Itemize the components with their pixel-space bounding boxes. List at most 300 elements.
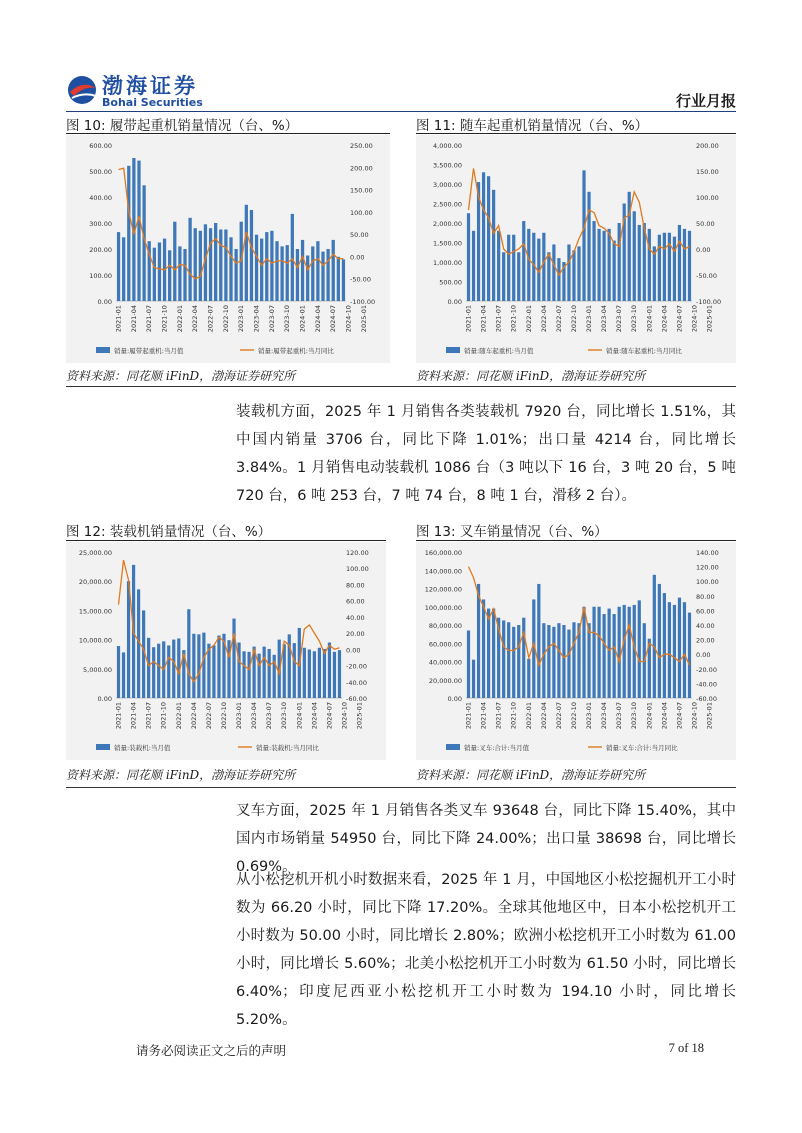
y-right-tick: 100.00	[696, 578, 719, 587]
figure-11-underline	[416, 133, 736, 134]
bar-mark	[618, 223, 621, 301]
y-right-tick: 0.00	[346, 646, 361, 655]
figure-12-chart	[66, 542, 386, 760]
figure-10-label: 图 10:	[66, 118, 106, 134]
bar-mark	[275, 241, 278, 301]
bar-mark	[492, 190, 495, 301]
bar-mark	[247, 652, 250, 698]
bar-mark	[328, 643, 331, 698]
bar-mark	[303, 648, 306, 698]
legend-bar-swatch	[446, 744, 460, 750]
x-tick-label: 2024-04	[660, 305, 669, 333]
logo-en-text: Bohai Securities	[102, 96, 203, 109]
bar-mark	[472, 231, 475, 301]
x-tick-label: 2024-10	[690, 304, 699, 333]
bar-mark	[577, 246, 580, 301]
y-left-tick: 200.00	[89, 246, 112, 254]
bar-mark	[117, 646, 120, 698]
y-right-tick: -50.00	[696, 272, 717, 280]
figure-10-title	[66, 114, 298, 134]
bar-mark	[487, 609, 490, 698]
figure-10-chart	[66, 135, 390, 363]
bar-mark	[658, 235, 661, 301]
y-left-tick: 300.00	[89, 220, 112, 228]
bar-mark	[209, 228, 212, 301]
x-tick-label: 2023-07	[615, 305, 624, 333]
bar-mark	[648, 229, 651, 301]
bar-mark	[608, 229, 611, 301]
y-right-tick: 50.00	[350, 231, 369, 240]
bar-mark	[512, 627, 515, 698]
y-right-tick: 140.00	[696, 549, 719, 557]
bar-mark	[263, 647, 266, 698]
figure-11-caption: 随车起重机销量情况（台、%）	[459, 118, 649, 134]
x-tick-label: 2022-04	[539, 304, 548, 333]
bar-mark	[663, 233, 666, 301]
bar-mark	[537, 584, 540, 698]
y-right-tick: 100.00	[346, 565, 369, 574]
x-tick-label: 2021-04	[129, 305, 138, 333]
x-tick-label: 2025-01	[355, 702, 364, 730]
bar-mark	[547, 252, 550, 301]
y-left-tick: 10,000.00	[78, 636, 112, 645]
x-tick-label: 2023-04	[600, 304, 609, 333]
crawler-crane-chart	[66, 135, 390, 363]
figure-13-label: 图 13:	[416, 524, 456, 540]
figure-10-caption: 履带起重机销量情况（台、%）	[109, 118, 299, 134]
bar-mark	[316, 241, 319, 301]
forklift-text: 叉车方面，2025 年 1 月销售各类叉车 93648 台，同比下降 15.40%，其中国内市场销量 54950 台，同比下降 24.00%；出口量 38698 台，同比增长 0.69%。	[236, 803, 736, 875]
loader-paragraph	[236, 398, 736, 510]
x-tick-label: 2024-01	[645, 701, 654, 730]
bar-mark	[527, 659, 530, 698]
bar-mark	[122, 237, 125, 301]
bar-mark	[683, 229, 686, 301]
x-tick-label: 2024-04	[310, 702, 319, 730]
bar-mark	[597, 607, 600, 698]
x-tick-label: 2022-10	[570, 702, 578, 730]
bar-mark	[678, 225, 681, 301]
x-tick-label: 2022-01	[524, 305, 533, 333]
y-right-tick: 20.00	[346, 630, 365, 639]
bar-mark	[587, 623, 590, 698]
bar-mark	[332, 240, 335, 301]
y-right-tick: -100.00	[350, 298, 376, 306]
bar-mark	[234, 249, 237, 301]
bar-mark	[572, 250, 575, 301]
x-tick-label: 2023-01	[585, 701, 593, 730]
bar-mark	[628, 607, 631, 698]
y-right-tick: 60.00	[346, 597, 365, 606]
bar-mark	[333, 652, 336, 698]
y-right-tick: 40.00	[346, 613, 365, 622]
bar-mark	[242, 651, 245, 698]
y-left-tick: 0.00	[97, 695, 112, 703]
x-tick-label: 2023-04	[250, 701, 259, 730]
bar-mark	[557, 623, 560, 698]
figure-11-title	[416, 114, 648, 134]
bar-mark	[280, 246, 283, 301]
bar-mark	[497, 231, 500, 301]
bar-mark	[502, 620, 505, 698]
bar-mark	[482, 599, 485, 698]
bar-mark	[127, 581, 130, 698]
bar-mark	[608, 609, 611, 698]
y-left-tick: 160,000.00	[424, 549, 462, 557]
bar-mark	[678, 598, 681, 698]
x-tick-label: 2021-01	[464, 304, 473, 333]
komatsu-text: 从小松挖机开机小时数据来看，2025 年 1 月，中国地区小松挖掘机开工小时数为 66.20 小时，同比下降 17.20%。全球其他地区中，日本小松挖机开工小时数为 50.00 小时，同比增长 2.80%；欧洲小松挖机开工小时数为 61.00 小时，同比增长 5.60%；北美小松挖机开工小时数为 61.50 小时，同比增长 6.40%；印度尼西亚小松挖机开工小时数为 194.10 小时，同比增长 5.20%。	[236, 872, 736, 1028]
bar-mark	[472, 660, 475, 698]
bar-mark	[482, 172, 485, 301]
figure-12-label: 图 12:	[66, 524, 106, 540]
bar-mark	[338, 650, 341, 698]
bar-mark	[219, 230, 222, 302]
bar-mark	[623, 605, 626, 698]
bar-mark	[250, 210, 253, 301]
x-tick-label: 2024-07	[675, 701, 684, 730]
y-left-tick: 0.00	[447, 695, 462, 703]
bar-mark	[688, 231, 691, 301]
komatsu-paragraph	[236, 866, 736, 1034]
bar-mark	[487, 176, 490, 301]
bar-mark	[178, 246, 181, 301]
figure-11-label: 图 11:	[416, 118, 456, 134]
bar-mark	[152, 647, 155, 698]
bar-mark	[567, 630, 570, 698]
bar-mark	[255, 235, 258, 301]
x-tick-label: 2024-07	[675, 304, 684, 333]
x-tick-label: 2023-01	[235, 701, 243, 730]
bar-mark	[517, 625, 520, 698]
bar-mark	[582, 607, 585, 698]
bar-mark	[613, 241, 616, 301]
bar-mark	[582, 170, 585, 301]
figure-11-source: 资料来源：同花顺 iFinD，渤海证券研究所	[416, 369, 646, 383]
x-tick-label: 2023-07	[265, 702, 274, 730]
y-right-tick: 100.00	[350, 208, 373, 217]
bar-mark	[291, 214, 294, 301]
bar-mark	[147, 638, 150, 698]
y-right-tick: 150.00	[350, 186, 373, 195]
x-tick-label: 2025-01	[705, 702, 714, 730]
y-left-tick: 5,000.00	[83, 665, 112, 674]
bar-mark	[557, 258, 560, 301]
bar-mark	[618, 607, 621, 698]
x-tick-label: 2024-07	[325, 701, 334, 730]
x-tick-label: 2024-01	[645, 304, 654, 333]
footer-disclaimer: 请务必阅读正文之后的声明	[136, 1043, 287, 1058]
x-tick-label: 2024-10	[690, 701, 699, 730]
y-left-tick: 0.00	[97, 298, 112, 306]
x-tick-label: 2021-07	[494, 304, 503, 333]
bar-mark	[286, 245, 289, 301]
bar-mark	[199, 231, 202, 301]
x-tick-label: 2021-07	[494, 701, 503, 730]
x-tick-label: 2024-04	[660, 702, 669, 730]
bar-mark	[638, 600, 641, 698]
y-right-tick: 50.00	[696, 220, 715, 228]
bar-mark	[237, 643, 240, 698]
bar-mark	[673, 605, 676, 698]
y-left-tick: 1,000.00	[433, 259, 462, 267]
bar-mark	[592, 221, 595, 301]
x-tick-label: 2022-01	[175, 305, 184, 333]
y-left-tick: 40,000.00	[428, 658, 462, 667]
figure-13-underline	[416, 540, 736, 541]
figure-13-chart	[416, 542, 736, 760]
x-tick-label: 2022-10	[220, 702, 228, 730]
x-tick-label: 2021-04	[479, 702, 488, 730]
x-tick-label: 2021-01	[114, 701, 123, 730]
y-left-tick: 500.00	[439, 278, 462, 287]
bar-mark	[688, 613, 691, 698]
bar-mark	[517, 252, 520, 301]
y-right-tick: 200.00	[350, 164, 373, 173]
x-tick-label: 2024-07	[329, 304, 338, 333]
bar-mark	[117, 232, 120, 301]
bar-mark	[224, 230, 227, 302]
y-right-tick: 200.00	[696, 142, 719, 150]
x-tick-label: 2021-07	[145, 304, 154, 333]
y-left-tick: 600.00	[89, 142, 112, 150]
legend-bar-label: 销量:随车起重机:当月值	[464, 347, 534, 355]
x-tick-label: 2023-01	[237, 304, 246, 333]
y-right-tick: -20.00	[346, 662, 367, 671]
bar-mark	[613, 614, 616, 698]
bar-mark	[507, 235, 510, 301]
bar-mark	[653, 575, 656, 698]
bar-mark	[592, 607, 595, 698]
y-left-tick: 3,500.00	[433, 161, 462, 170]
bar-mark	[587, 192, 590, 301]
bar-mark	[194, 228, 197, 301]
x-tick-label: 2023-04	[600, 701, 609, 730]
legend-bar-swatch	[96, 744, 110, 750]
bar-mark	[301, 240, 304, 301]
y-right-tick: 40.00	[696, 622, 715, 630]
y-left-tick: 4,000.00	[433, 142, 462, 150]
x-tick-label: 2023-10	[630, 304, 639, 333]
bar-mark	[202, 633, 205, 698]
bar-mark	[542, 623, 545, 698]
bar-mark	[296, 249, 299, 301]
figure-10-source: 资料来源：同花顺 iFinD，渤海证券研究所	[66, 369, 296, 383]
y-right-tick: 120.00	[696, 563, 719, 572]
bar-mark	[321, 252, 324, 301]
y-right-tick: -60.00	[346, 695, 367, 703]
y-left-tick: 15,000.00	[78, 607, 112, 616]
figure-12-caption: 装载机销量情况（台、%）	[109, 524, 272, 540]
report-type: 行业月报	[675, 92, 736, 110]
bar-mark	[502, 252, 505, 301]
y-right-tick: -40.00	[696, 680, 717, 689]
y-right-tick: 60.00	[696, 607, 715, 616]
bar-mark	[668, 602, 671, 698]
figure-10-underline	[66, 133, 390, 134]
x-tick-label: 2022-04	[191, 304, 200, 333]
y-left-tick: 0.00	[447, 298, 462, 306]
figure-12-underline	[66, 540, 386, 541]
bar-mark	[572, 622, 575, 698]
x-tick-label: 2024-01	[298, 305, 307, 333]
bar-mark	[603, 231, 606, 301]
legend-line-label: 销量:随车起重机:当月同比	[606, 347, 682, 355]
truck-crane-chart	[416, 135, 736, 363]
page-number: 7 of 18	[668, 1041, 704, 1055]
x-tick-label: 2021-10	[160, 305, 169, 333]
bar-mark	[197, 634, 200, 698]
bar-mark	[603, 614, 606, 698]
logo-cn-text: 渤海证券	[102, 74, 198, 98]
figure-13-source: 资料来源：同花顺 iFinD，渤海证券研究所	[416, 768, 646, 782]
y-left-tick: 500.00	[89, 168, 112, 176]
bar-mark	[323, 649, 326, 698]
y-left-tick: 100.00	[89, 272, 112, 280]
y-right-tick: 150.00	[696, 168, 719, 176]
bar-mark	[127, 166, 130, 301]
legend-bar-swatch	[96, 347, 110, 353]
bar-mark	[522, 221, 525, 301]
loader-chart	[66, 542, 386, 760]
figure-12-source: 资料来源：同花顺 iFinD，渤海证券研究所	[66, 768, 296, 782]
bar-mark	[673, 237, 676, 301]
y-left-tick: 400.00	[89, 194, 112, 202]
bar-mark	[552, 244, 555, 301]
bar-mark	[245, 205, 248, 301]
y-left-tick: 3,000.00	[433, 181, 462, 189]
bar-mark	[567, 244, 570, 301]
bar-mark	[168, 250, 171, 301]
x-tick-label: 2024-10	[344, 305, 353, 333]
figure-11-chart	[416, 135, 736, 363]
bar-mark	[663, 593, 666, 698]
x-tick-label: 2025-01	[359, 305, 368, 333]
y-left-tick: 80,000.00	[428, 622, 462, 630]
x-tick-label: 2022-04	[189, 701, 198, 730]
bar-mark	[638, 225, 641, 301]
x-tick-label: 2022-04	[539, 701, 548, 730]
bar-mark	[153, 248, 156, 301]
source-rule-2	[66, 787, 736, 788]
x-tick-label: 2021-07	[144, 701, 153, 730]
bar-mark	[212, 645, 215, 698]
y-right-tick: 80.00	[346, 581, 365, 590]
x-tick-label: 2023-07	[615, 702, 624, 730]
bar-mark	[173, 222, 176, 301]
x-tick-label: 2022-07	[204, 701, 213, 730]
bar-mark	[172, 640, 175, 698]
y-right-tick: 0.00	[350, 253, 365, 262]
x-tick-label: 2021-01	[114, 305, 123, 333]
y-right-tick: -40.00	[346, 678, 367, 687]
x-tick-label: 2021-10	[159, 701, 168, 730]
bar-mark	[158, 243, 161, 302]
y-right-tick: 0.00	[696, 651, 711, 660]
x-tick-label: 2022-07	[554, 304, 563, 333]
bar-mark	[187, 609, 190, 698]
bar-mark	[265, 232, 268, 301]
figure-13-caption: 叉车销量情况（台、%）	[459, 524, 608, 540]
y-left-tick: 1,500.00	[433, 239, 462, 248]
x-tick-label: 2023-01	[585, 304, 593, 333]
legend-bar-label: 销量:履带起重机:当月值	[114, 347, 184, 355]
y-right-tick: 120.00	[346, 549, 369, 557]
x-tick-label: 2024-10	[340, 701, 349, 730]
x-tick-label: 2021-10	[509, 701, 518, 730]
bar-mark	[188, 218, 191, 301]
bar-mark	[547, 625, 550, 698]
x-tick-label: 2023-04	[252, 305, 261, 333]
bar-mark	[326, 249, 329, 301]
x-tick-label: 2021-10	[509, 304, 518, 333]
x-tick-label: 2023-10	[630, 701, 639, 730]
bar-mark	[318, 648, 321, 698]
bar-mark	[527, 229, 530, 301]
bar-mark	[157, 644, 160, 698]
legend-bar-label: 销量:装载机:当月值	[114, 744, 171, 752]
bar-mark	[492, 609, 495, 698]
bar-mark	[542, 233, 545, 301]
y-right-tick: -100.00	[696, 298, 722, 306]
bar-mark	[477, 584, 480, 698]
bar-mark	[467, 630, 470, 698]
bar-mark	[342, 259, 345, 301]
bar-mark	[512, 235, 515, 301]
x-tick-label: 2022-10	[221, 305, 230, 333]
bar-mark	[192, 634, 195, 698]
bar-mark	[337, 257, 340, 301]
y-left-tick: 100,000.00	[424, 603, 462, 612]
bar-mark	[232, 619, 235, 698]
x-tick-label: 2023-10	[280, 701, 289, 730]
bar-mark	[260, 239, 263, 301]
bar-mark	[229, 237, 232, 301]
bar-mark	[167, 645, 170, 698]
x-tick-label: 2021-04	[129, 702, 138, 730]
legend-line-label: 销量:履带起重机:当月同比	[258, 347, 334, 355]
bar-mark	[683, 602, 686, 698]
y-left-tick: 60,000.00	[428, 640, 462, 649]
y-left-tick: 120,000.00	[424, 585, 462, 594]
x-tick-label: 2021-04	[479, 305, 488, 333]
header-rule	[66, 111, 736, 112]
legend-line-label: 销量:装载机:当月同比	[256, 744, 319, 752]
bar-mark	[467, 213, 470, 301]
bar-mark	[270, 231, 273, 301]
y-left-tick: 25,000.00	[78, 549, 112, 557]
x-tick-label: 2023-10	[283, 304, 292, 333]
figure-12-title	[66, 520, 271, 540]
bar-mark	[268, 649, 271, 698]
y-right-tick: 100.00	[696, 194, 719, 202]
bar-mark	[217, 636, 220, 698]
x-tick-label: 2023-07	[267, 305, 276, 333]
bar-mark	[562, 625, 565, 698]
bar-mark	[597, 229, 600, 301]
x-tick-label: 2021-01	[464, 701, 473, 730]
bohai-logo	[66, 70, 236, 110]
legend-line-label: 销量:叉车:合计:当月同比	[606, 744, 678, 752]
x-tick-label: 2022-07	[554, 701, 563, 730]
x-tick-label: 2022-10	[570, 305, 578, 333]
y-right-tick: 0.00	[696, 246, 711, 254]
legend-bar-swatch	[446, 347, 460, 353]
x-tick-label: 2024-04	[313, 305, 322, 333]
y-left-tick: 20,000.00	[78, 578, 112, 587]
loader-text: 装载机方面，2025 年 1 月销售各类装载机 7920 台，同比增长 1.51%，其中国内销量 3706 台，同比下降 1.01%；出口量 4214 台，同比增长 3.84%。1 月销售电动装载机 1086 台（3 吨以下 16 台，3 吨 20 台，5 吨 720 台，6 吨 253 台，7 吨 74 台，8 吨 1 台，滑移 2 台）。	[236, 404, 736, 504]
y-right-tick: 20.00	[696, 636, 715, 645]
